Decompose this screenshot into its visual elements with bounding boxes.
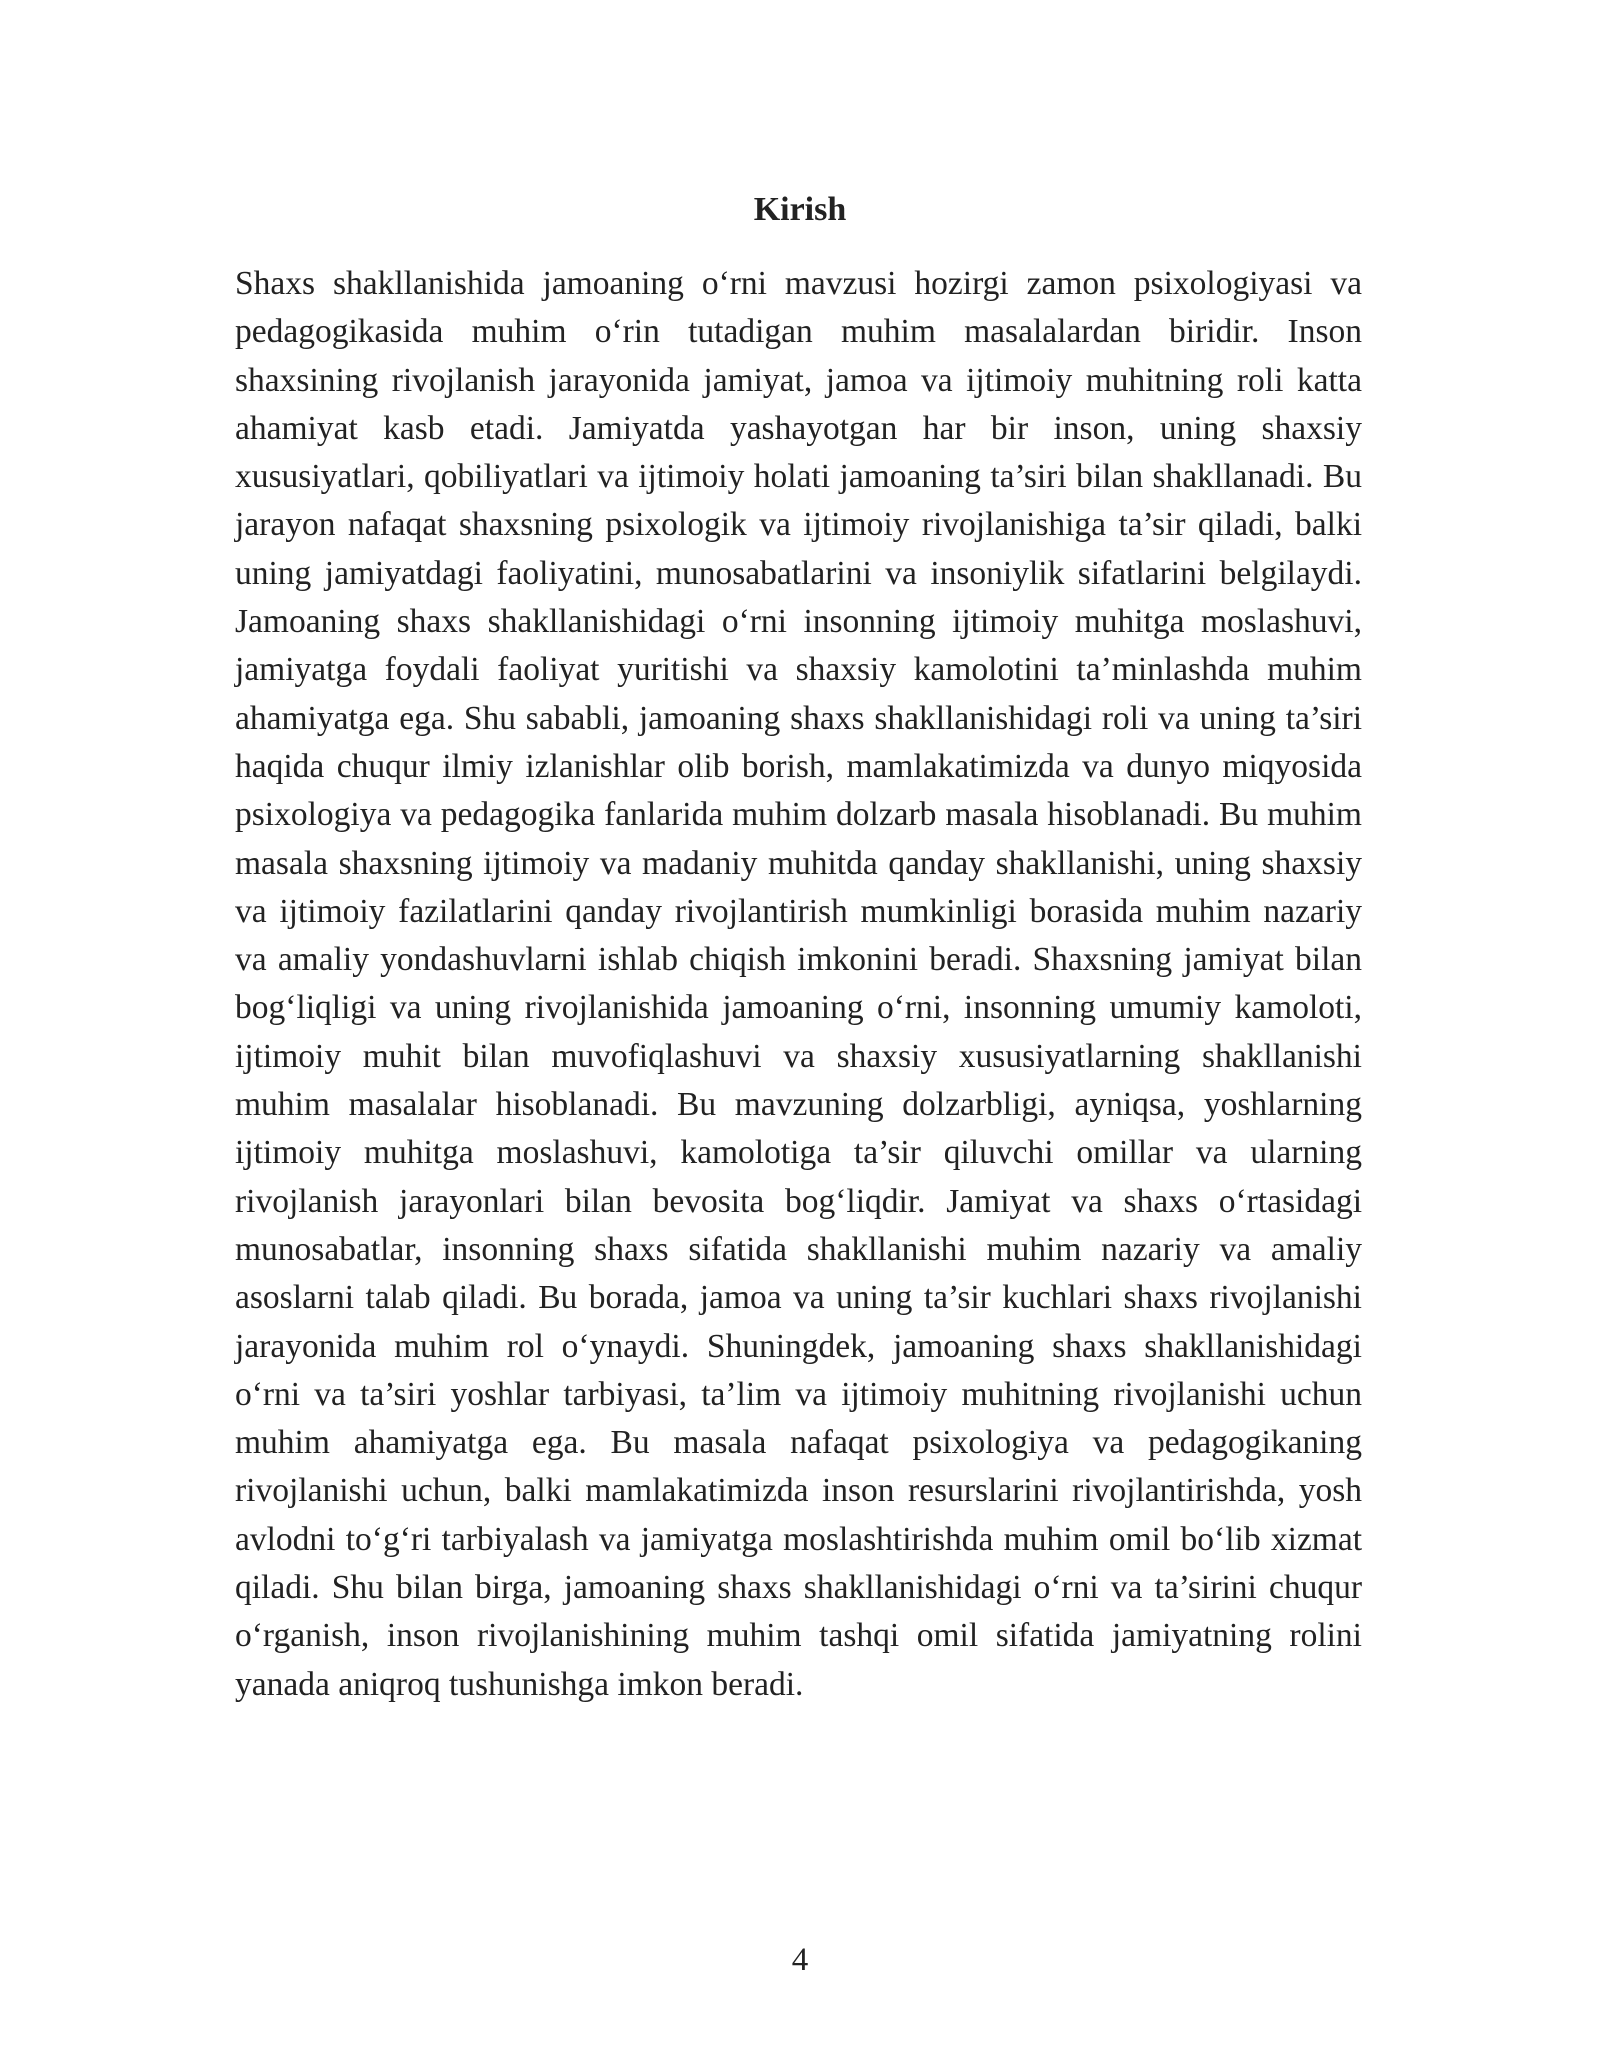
section-heading: Kirish <box>753 191 847 228</box>
body-paragraph: Shaxs shakllanishida jamoaning o‘rni mavzusi hozirgi zamon psixologiyasi va pedagogikasida muhim o‘rin tutadigan muhim masalalardan biridir. Inson shaxsining rivojlanish jarayonida jamiyat, jamoa va ijtimoiy muhitning roli katta ahamiyat kasb etadi. Jamiyatda yashayotgan har bir inson, uning shaxsiy xususiyatlari, qobiliyatlari va ijtimoiy holati jamoaning ta’siri bilan shakllanadi. Bu jarayon nafaqat shaxsning psixologik va ijtimoiy rivojlanishiga ta’sir qiladi, balki uning jamiyatdagi faoliyatini, munosabatlarini va insoniylik sifatlarini belgilaydi. Jamoaning shaxs shakllanishidagi o‘rni insonning ijtimoiy muhitga moslashuvi, jamiyatga foydali faoliyat yuritishi va shaxsiy kamolotini ta’minlashda muhim ahamiyatga ega. Shu sababli, jamoaning shaxs shakllanishidagi roli va uning ta’siri haqida chuqur ilmiy izlanishlar olib borish, mamlakatimizda va dunyo miqyosida psixologiya va pedagogika fanlarida muhim dolzarb masala hisoblanadi. Bu muhim masala shaxsning ijtimoiy va madaniy muhitda qanday shakllanishi, uning shaxsiy va ijtimoiy fazilatlarini qanday rivojlantirish mumkinligi borasida muhim nazariy va amaliy yondashuvlarni ishlab chiqish imkonini beradi. Shaxsning jamiyat bilan bog‘liqligi va uning rivojlanishida jamoaning o‘rni, insonning umumiy kamoloti, ijtimoiy muhit bilan muvofiqlashuvi va shaxsiy xususiyatlarning shakllanishi muhim masalalar hisoblanadi. Bu mavzuning dolzarbligi, ayniqsa, yoshlarning ijtimoiy muhitga moslashuvi, kamolotiga ta’sir qiluvchi omillar va ularning rivojlanish jarayonlari bilan bevosita bog‘liqdir. Jamiyat va shaxs o‘rtasidagi munosabatlar, insonning shaxs sifatida shakllanishi muhim nazariy va amaliy asoslarni talab qiladi. Bu borada, jamoa va uning ta’sir kuchlari shaxs rivojlanishi jarayonida muhim rol o‘ynaydi. Shuningdek, jamoaning shaxs shakllanishidagi o‘rni va ta’siri yoshlar tarbiyasi, ta’lim va ijtimoiy muhitning rivojlanishi uchun muhim ahamiyatga ega. Bu masala nafaqat psixologiya va pedagogikaning rivojlanishi uchun, balki mamlakatimizda inson resurslarini rivojlantirishda, yosh avlodni to‘g‘ri tarbiyalash va jamiyatga moslashtirishda muhim omil bo‘lib xizmat qiladi. Shu bilan birga, jamoaning shaxs shakllanishidagi o‘rni va ta’sirini chuqur o‘rganish, inson rivojlanishining muhim tashqi omil sifatida jamiyatning rolini yanada aniqroq tushunishga imkon beradi. <box>235 265 1362 1703</box>
page-number: 4 <box>791 1942 809 1978</box>
